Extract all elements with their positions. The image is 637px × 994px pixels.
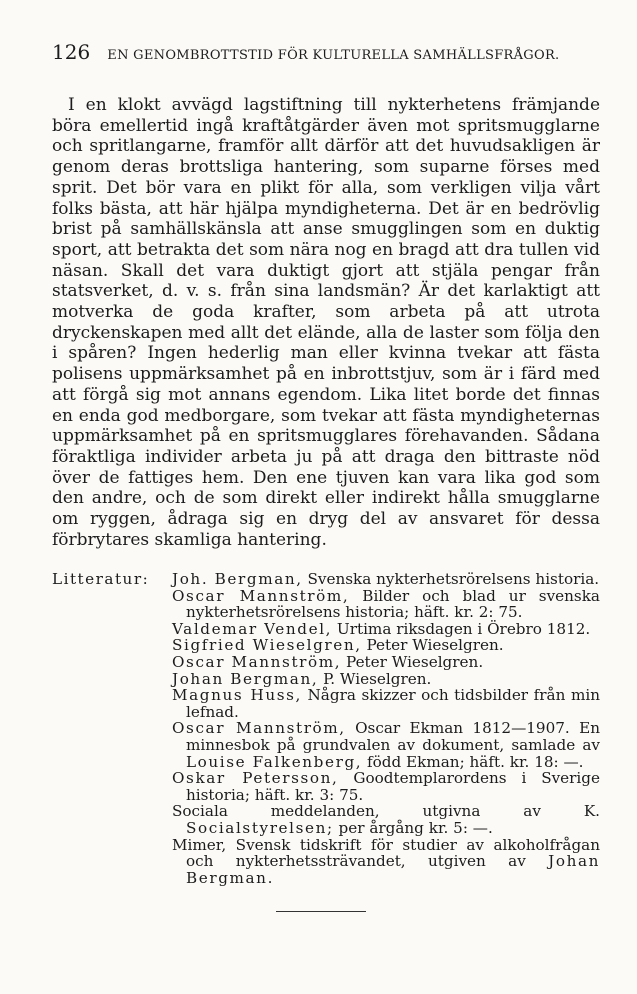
literature-entry: Oscar Mannström, Oscar Ekman 1812—1907. En minnesbok på grundvalen av dokument, samlade av Louise Falkenberg, född Ekman; häft. kr. 18: —. bbox=[172, 719, 600, 771]
body-text bbox=[52, 95, 600, 550]
page-number: 126 bbox=[52, 40, 91, 64]
literature-entry: Sociala meddelanden, utgivna av K. Socialstyrelsen; per årgång kr. 5: —. bbox=[172, 802, 600, 837]
literature-entry: Oscar Mannström, Peter Wieselgren. bbox=[172, 652, 484, 671]
literature-entry: Oskar Petersson, Goodtemplarordens i Sverige historia; häft. kr. 3: 75. bbox=[172, 769, 601, 804]
literature-entry: Mimer, Svensk tidskrift för studier av alkoholfrågan och nykterhetssträvandet, utgiven av Johan Bergman. bbox=[172, 835, 600, 887]
paragraph: I en klokt avvägd lagstiftning till nykterhetens främjande böra emellertid ingå kraftåtgärder även mot spritsmugglarne och spritlangarne, framför allt därför att det huvudsakligen är genom deras brottsliga hantering, som suparne förses med sprit. Det bör vara en plikt för alla, som verkligen vilja vårt folks bästa, att här hjälpa myndigheterna. Det är en bedrövlig brist på samhällskänsla att anse smugglingen som en duktig sport, att betrakta det som nära nog en bragd att dra tullen vid näsan. Skall det vara duktigt gjort att stjäla pengar från statsverket, d. v. s. från sina landsmän? Är det karlaktigt att motverka de goda krafter, som arbeta på att utrota dryckenskapen med allt det elände, alla de laster som följa den i spåren? Ingen hederlig man eller kvinna tvekar att fästa polisens uppmärksamhet på en inbrottstjuv, som är i färd med att förgå sig mot annans egendom. Lika litet borde det finnas en enda god medborgare, som tvekar att fästa myndigheternas uppmärksamhet på en spritsmugglares förehavanden. Sådana föraktliga individer arbeta ju på att draga den bittraste nöd över de fattiges hem. Den ene tjuven kan vara lika god som den andre, och de som direkt eller indirekt hålla smugglarne om ryggen, ådraga sig en dryg del av ansvaret för dessa förbrytares skamliga hantering. bbox=[52, 95, 600, 550]
literature-entry: Magnus Huss, Några skizzer och tidsbilder från min lefnad. bbox=[172, 686, 600, 721]
literature-label: Litteratur: bbox=[52, 570, 150, 588]
page-header bbox=[52, 40, 604, 64]
literature-entry: Valdemar Vendel, Urtima riksdagen i Örebro 1812. bbox=[172, 619, 591, 638]
literature-section bbox=[52, 571, 600, 886]
literature-entry: Sigfried Wieselgren, Peter Wieselgren. bbox=[172, 636, 504, 655]
literature-entry: Johan Bergman, P. Wieselgren. bbox=[172, 669, 432, 688]
literature-list bbox=[172, 571, 600, 886]
running-title: EN GENOMBROTTSTID FÖR KULTURELLA SAMHÄLLSFRÅGOR. bbox=[107, 48, 560, 63]
literature-entry: Joh. Bergman, Svenska nykterhetsrörelsens historia. bbox=[172, 570, 600, 588]
literature-entry: Oscar Mannström, Bilder och blad ur svenska nykterhetsrörelsens historia; häft. kr. 2: 75. bbox=[172, 586, 600, 622]
divider bbox=[276, 911, 366, 912]
